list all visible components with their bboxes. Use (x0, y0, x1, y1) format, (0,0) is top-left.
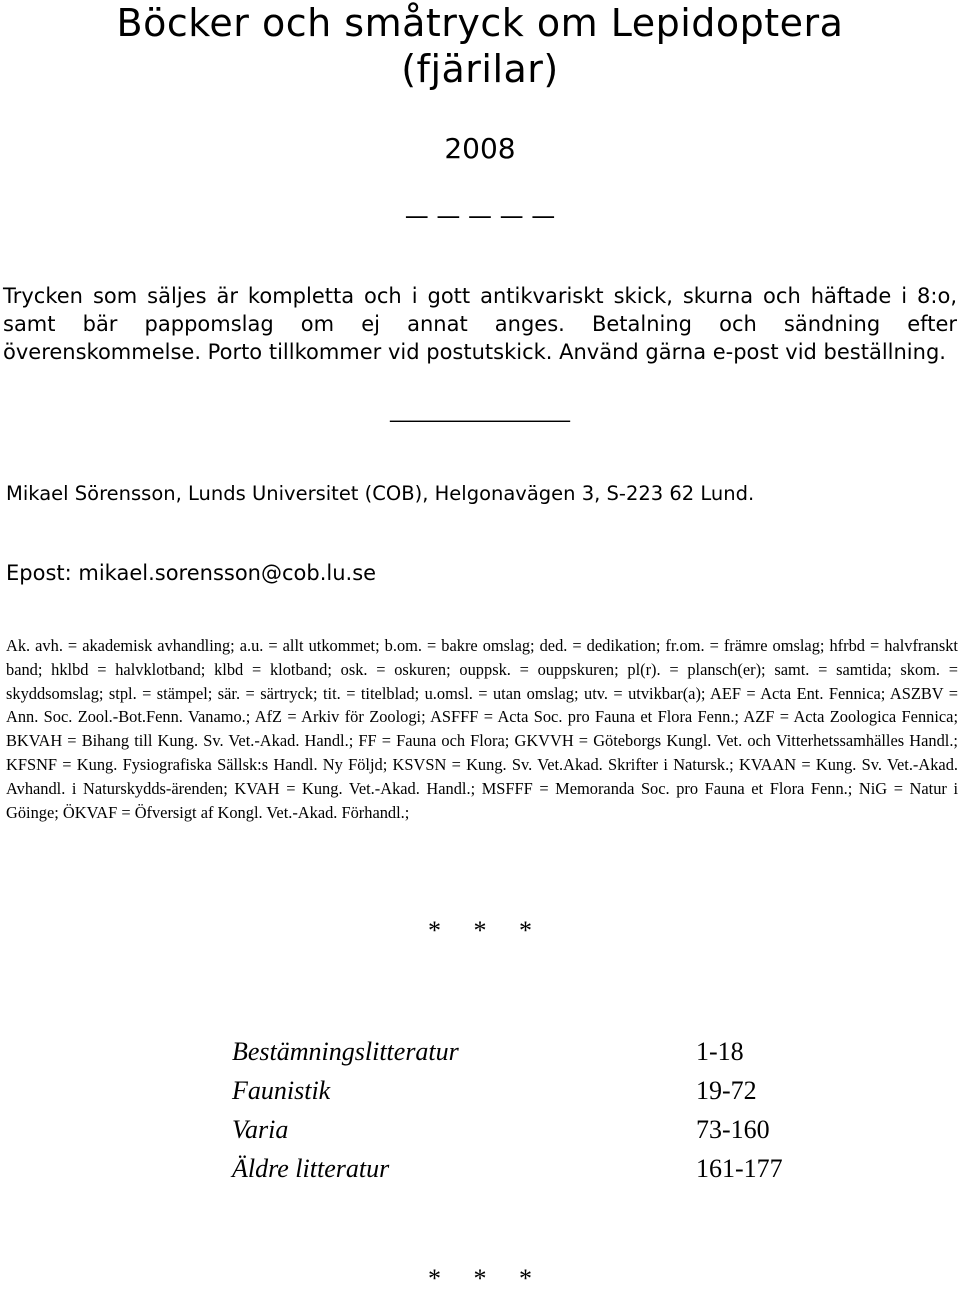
toc-row (232, 1071, 852, 1110)
intro-paragraph: Trycken som säljes är kompletta och i gott antikvariskt skick, skurna och häftade i 8:o, samt bär pappomslag om ej annat anges. Betalning och sändning efter överenskommelse. Porto tillkommer vid postutskick. Använd gärna e-post vid beställning. (3, 284, 957, 364)
stars-divider-bottom: * * * (428, 1264, 532, 1293)
toc-pages: 161-177 (696, 1153, 783, 1183)
toc-pages: 73-160 (696, 1114, 770, 1144)
toc-label: Bestämningslitteratur (232, 1036, 459, 1066)
contact-address: Mikael Sörensson, Lunds Universitet (COB), Helgonavägen 3, S-223 62 Lund. (6, 482, 755, 505)
table-of-contents (232, 1032, 852, 1188)
dash-divider: — — — — — (404, 202, 556, 230)
toc-row (232, 1149, 852, 1188)
title-line-2: (fjärilar) (401, 47, 559, 91)
page-title (0, 0, 960, 92)
year-text: 2008 (444, 132, 516, 165)
toc-label: Faunistik (232, 1075, 331, 1105)
toc-label: Äldre litteratur (232, 1153, 390, 1183)
underscore-separator: __________________ (390, 398, 570, 422)
contact-email[interactable]: Epost: mikael.sorensson@cob.lu.se (6, 561, 377, 585)
toc-row (232, 1032, 852, 1071)
toc-row (232, 1110, 852, 1149)
toc-pages: 1-18 (696, 1036, 744, 1066)
title-line-1: Böcker och småtryck om Lepidoptera (116, 1, 844, 45)
stars-divider-top: * * * (428, 916, 532, 945)
abbreviations-list: Ak. avh. = akademisk avhandling; a.u. = allt utkommet; b.om. = bakre omslag; ded. = dedikation; fr.om. = främre omslag; hfrbd = halvfranskt band; hklbd = halvklotband; klbd = klotband; osk. = oskuren; ouppsk. = ouppskuren; pl(r). = plansch(er); samt. = samtida; skom. = skyddsomslag; stpl. = stämpel; sär. = särtryck; tit. = titelblad; u.omsl. = utan omslag; utv. = utvikbar(a); AEF = Acta Ent. Fennica; ASZBV = Ann. Soc. Zool.-Bot.Fenn. Vanamo.; AfZ = Arkiv för Zoologi; ASFFF = Acta Soc. pro Fauna et Flora Fenn.; AZF = Acta Zoologica Fennica; BKVAH = Bihang till Kung. Sv. Vet.-Akad. Handl.; FF = Fauna och Flora; GKVVH = Göteborgs Kungl. Vet. och Vitterhetssamhälles Handl.; KFSNF = Kung. Fysiografiska Sällsk:s Handl. Ny Följd; KSVSN = Kung. Sv. Vet.Akad. Skrifter i Natursk.; KVAAN = Kung. Sv. Vet.-Akad. Avhandl. i Naturskydds-ärenden; KVAH = Kung. Vet.-Akad. Handl.; MSFFF = Memoranda Soc. pro Fauna et Flora Fenn.; NiG = Natur i Göinge; ÖKVAF = Öfversigt af Kongl. Vet.-Akad. Förhandl.; (6, 636, 958, 822)
toc-pages: 19-72 (696, 1075, 757, 1105)
year-label (0, 132, 960, 166)
toc-label: Varia (232, 1114, 289, 1144)
